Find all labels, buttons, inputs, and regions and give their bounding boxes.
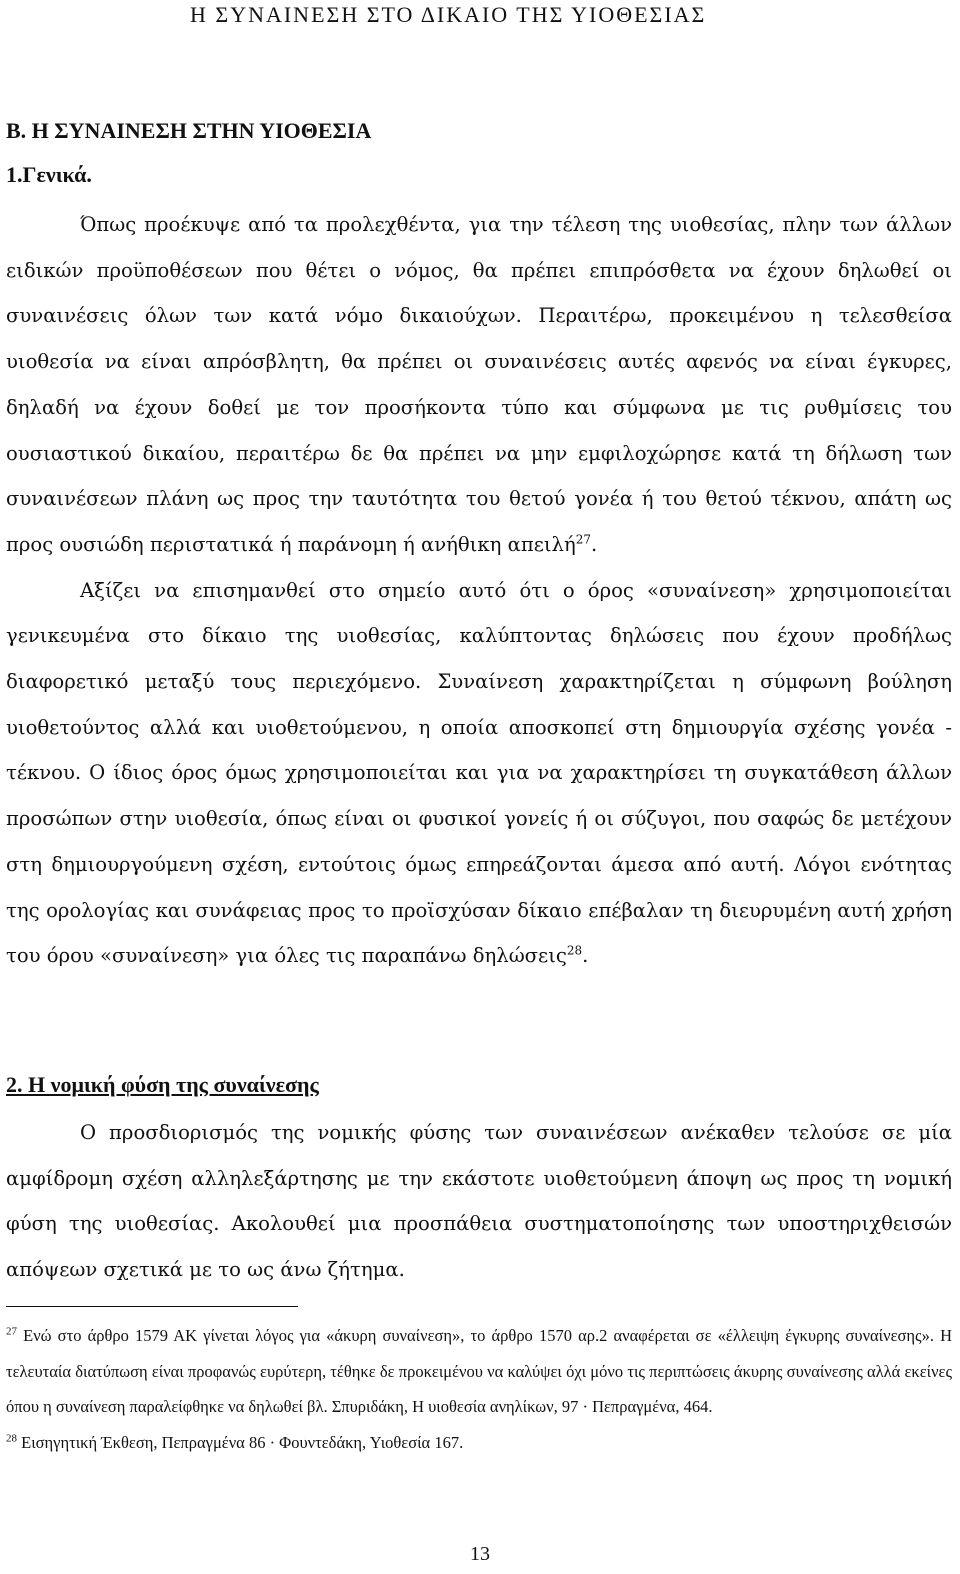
- paragraph: Αξίζει να επισημανθεί στο σημείο αυτό ότι ο όρος «συναίνεση» χρησιμοποιείται γενικευμένα στο δίκαιο της υιοθεσίας, καλύπτοντας δηλώσεις που έχουν προδήλως διαφορετικό μεταξύ τους περιεχόμενο. Συναίνεση χαρακτηρίζεται η σύμφωνη βούληση υιοθετούντος αλλά και υιοθετούμενου, η οποία αποσκοπεί στη δημιουργία σχέσης γονέα - τέκνου. Ο ίδιος όρος όμως χρησιμοποιείται και για να χαρακτηρίσει τη συγκατάθεση άλλων προσώπων στην υιοθεσία, όπως είναι οι φυσικοί γονείς ή οι σύζυγοι, που σαφώς δε μετέχουν στη δημιουργούμενη σχέση, εντούτοις όμως επηρεάζονται άμεσα από αυτή. Λόγοι ενότητας της ορολογίας και συνάφειας προς το προϊσχύσαν δίκαιο επέβαλαν τη διευρυμένη αυτή χρήση του όρου «συναίνεση» για όλες τις παραπάνω δηλώσεις$^{28}$.: [6, 578, 952, 968]
- footnote: [6, 1318, 952, 1425]
- footnotes: [6, 1318, 952, 1460]
- footnote-number: 28: [6, 1432, 17, 1444]
- running-header: Η ΣΥΝΑΙΝΕΣΗ ΣΤΟ ΔΙΚΑΙΟ ΤΗΣ ΥΙΟΘΕΣΙΑΣ: [190, 2, 707, 27]
- footnote-text: Εισηγητική Έκθεση, Πεπραγμένα 86 · Φουντεδάκη, Υιοθεσία 167.: [21, 1432, 464, 1452]
- page-number: 13: [470, 1543, 490, 1565]
- footnote-text: Ενώ στο άρθρο 1579 ΑΚ γίνεται λόγος για «άκυρη συναίνεση», το άρθρο 1570 αρ.2 αναφέρεται σε «έλλειψη έγκυρης συναίνεσης». Η τελευταία διατύπωση είναι προφανώς ευρύτερη, τέθηκε δε προκειμένου να καλύψει όχι μόνο τις περιπτώσεις άκυρης συναίνεσης αλλά εκείνες όπου η συναίνεση παραλείφθηκε να δηλωθεί βλ. Σπυριδάκη, Η υιοθεσία ανηλίκων, 97 · Πεπραγμένα, 464.: [6, 1326, 952, 1416]
- footnote-divider: [6, 1306, 298, 1307]
- footnote-number: 27: [6, 1325, 17, 1338]
- footnote-reference[interactable]: 27: [575, 532, 591, 547]
- subsection-heading-legal-nature: 2. Η νομική φύση της συναίνεσης: [6, 1072, 319, 1097]
- section-heading: Β. Η ΣΥΝΑΙΝΕΣΗ ΣΤΗΝ ΥΙΟΘΕΣΙΑ: [6, 118, 372, 143]
- subsection-heading-general: 1.Γενικά.: [6, 162, 92, 187]
- paragraph: Όπως προέκυψε από τα προλεχθέντα, για την τέλεση της υιοθεσίας, πλην των άλλων ειδικών προϋποθέσεων που θέτει ο νόμος, θα πρέπει επιπρόσθετα να έχουν δηλωθεί οι συναινέσεις όλων των κατά νόμο δικαιούχων. Περαιτέρω, προκειμένου η τελεσθείσα υιοθεσία να είναι απρόσβλητη, θα πρέπει οι συναινέσεις αυτές αφενός να είναι έγκυρες, δηλαδή να έχουν δοθεί με τον προσήκοντα τύπο και σύμφωνα με τις ρυθμίσεις του ουσιαστικού δικαίου, περαιτέρω δε θα πρέπει να μην εμφιλοχώρησε κατά τη δήλωση των συναινέσεων πλάνη ως προς την ταυτότητα του θετού γονέα ή του θετού τέκνου, απάτη ως προς ουσιώδη περιστατικά ή παράνομη ή ανήθικη απειλή$^{27}$.: [6, 213, 952, 556]
- body-text-legal-nature: [6, 1110, 952, 1293]
- body-text-general: [6, 202, 952, 979]
- paragraph: Ο προσδιορισμός της νομικής φύσης των συναινέσεων ανέκαθεν τελούσε σε μία αμφίδρομη σχέση αλληλεξάρτησης με την εκάστοτε υιοθετούμενη άποψη ως προς τη νομική φύση της υιοθεσίας. Ακολουθεί μια προσπάθεια συστηματοποίησης των υποστηριχθεισών απόψεων σχετικά με το ως άνω ζήτημα.: [6, 1121, 952, 1282]
- footnote-reference[interactable]: 28: [566, 943, 583, 958]
- footnote: [6, 1425, 952, 1461]
